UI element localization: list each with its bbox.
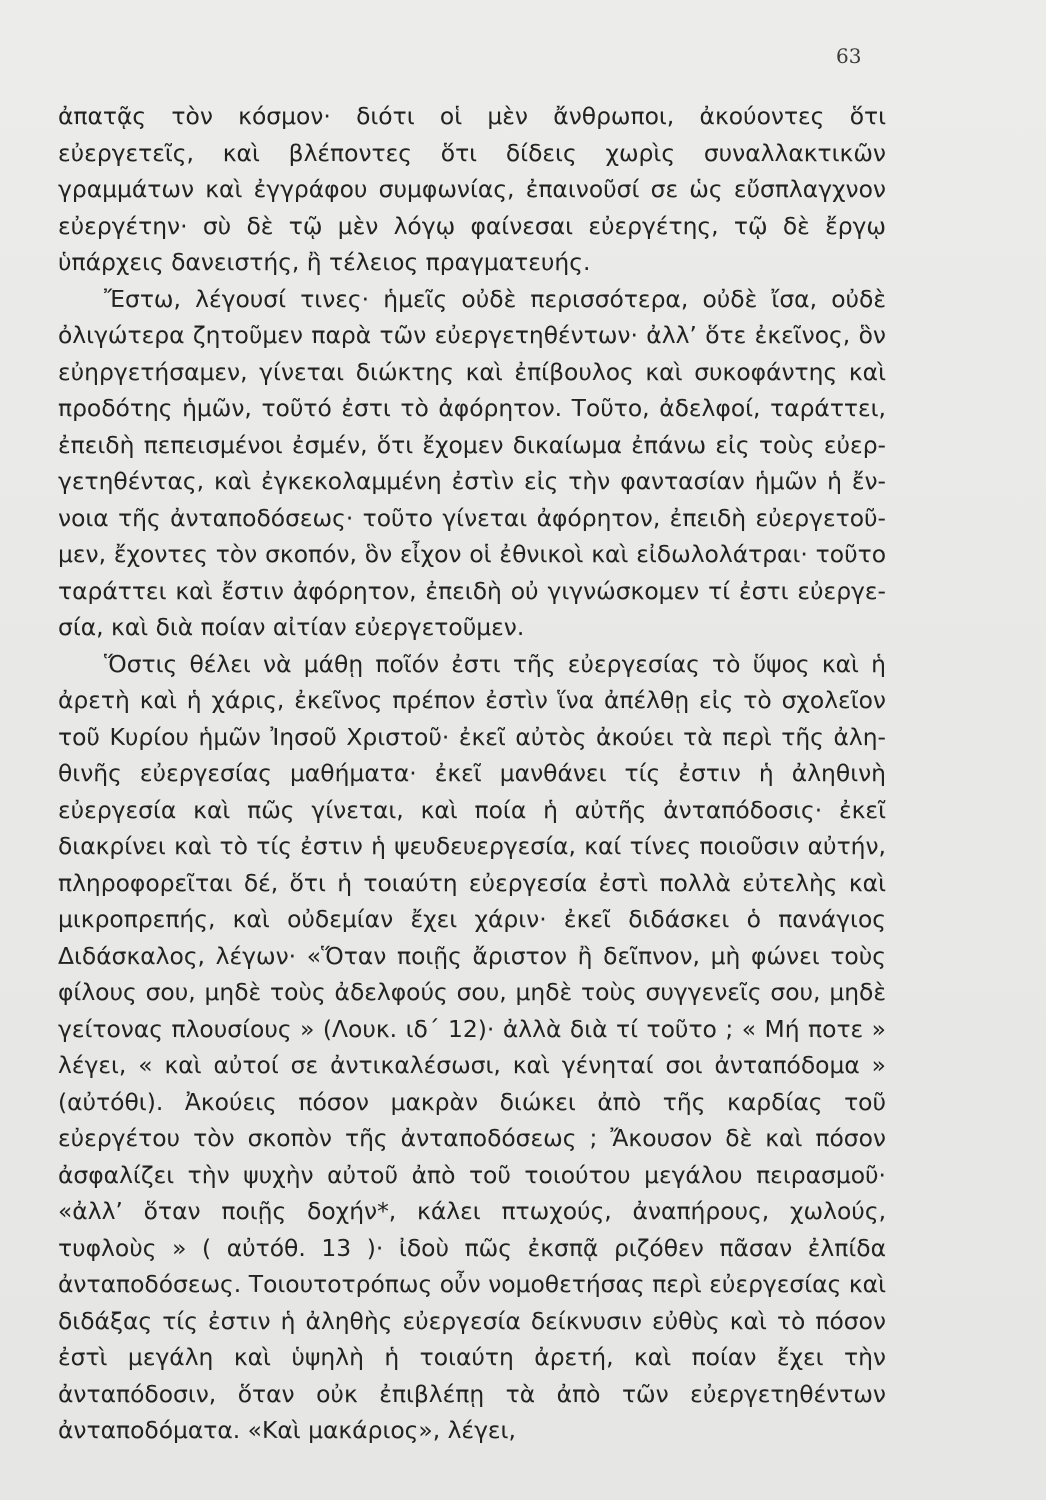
paragraph-3: Ὅστις θέλει νὰ μάθῃ ποῖόν ἐστι τῆς εὐεργεσίας τὸ ὕψος καὶ ἡ ἀρετὴ καὶ ἡ χάρις, ἐκεῖνος πρέπον ἐστὶν ἵνα ἀπέλθῃ εἰς τὸ σχολεῖον τοῦ Κυρίου ἡμῶν Ἰησοῦ Χριστοῦ· ἐκεῖ αὐτὸς ἀκούει τὰ περὶ τῆς ἀληθινῆς εὐεργεσίας μαθήματα· ἐκεῖ μανθάνει τίς ἐστιν ἡ ἀληθινὴ εὐεργεσία καὶ πῶς γίνεται, καὶ ποία ἡ αὐτῆς ἀνταπόδοσις· ἐκεῖ διακρίνει καὶ τὸ τίς ἐστιν ἡ ψευδευεργεσία, καί τίνες ποιοῦσιν αὐτήν, πληροφορεῖται δέ, ὅτι ἡ τοιαύτη εὐεργεσία ἐστὶ πολλὰ εὐτελὴς καὶ μικροπρεπής, καὶ οὐδεμίαν ἔχει χάριν· ἐκεῖ διδάσκει ὁ πανάγιος Διδάσκαλος, λέγων· «Ὅταν ποιῇς ἄριστον ἢ δεῖπνον, μὴ φώνει τοὺς φίλους σου, μηδὲ τοὺς ἀδελφούς σου, μηδὲ τοὺς συγγενεῖς σου, μηδὲ γείτονας πλουσίους » (Λουκ. ιδ΄ 12)· ἀλλὰ διὰ τί τοῦτο ; « Μή ποτε » λέγει, « καὶ αὐτοί σε ἀντικαλέσωσι, καὶ γένηταί σοι ἀνταπόδομα » (αὐτόθι). Ἀκούεις πόσον μακρὰν διώκει ἀπὸ τῆς καρδίας τοῦ εὐεργέτου τὸν σκοπὸν τῆς ἀνταποδόσεως ; Ἄκουσον δὲ καὶ πόσον ἀσφαλίζει τὴν ψυχὴν αὐτοῦ ἀπὸ τοῦ τοιούτου μεγάλου πειρασμοῦ· «ἀλλ’ ὅταν ποιῇς δοχήν*, κάλει πτωχούς, ἀναπήρους, χωλούς, τυφλοὺς » ( αὐτόθ. 13 )· ἰδοὺ πῶς ἐκσπᾷ ριζόθεν πᾶσαν ἐλπίδα ἀνταποδόσεως. Τοιουτοτρόπως οὖν νομοθετήσας περὶ εὐεργεσίας καὶ διδάξας τίς ἐστιν ἡ ἀληθὴς εὐεργεσία δείκνυσιν εὐθὺς καὶ τὸ πόσον ἐστὶ μεγάλη καὶ ὑψηλὴ ἡ τοιαύτη ἀρετή, καὶ ποίαν ἔχει τὴν ἀνταπόδοσιν, ὅταν οὐκ ἐπιβλέπῃ τὰ ἀπὸ τῶν εὐεργετηθέντων ἀνταποδόματα. «Καὶ μακάριος», λέγει, bbox=[58, 649, 886, 1444]
page-number: 63 bbox=[836, 44, 862, 68]
paragraph-1: ἀπατᾷς τὸν κόσμον· διότι οἱ μὲν ἄνθρωποι, ἀκούοντες ὅτι εὐεργετεῖς, καὶ βλέποντες ὅτι δίδεις χωρὶς συναλλακτικῶν γραμμάτων καὶ ἐγγράφου συμφωνίας, ἐπαινοῦσί σε ὡς εὔσπλαγχνον εὐεργέτην· σὺ δὲ τῷ μὲν λόγῳ φαίνεσαι εὐεργέτης, τῷ δὲ ἔργῳ ὑπάρχεις δανειστής, ἢ τέλειος πραγματευής. bbox=[58, 102, 886, 276]
paragraph-2: Ἔστω, λέγουσί τινες· ἡμεῖς οὐδὲ περισσότερα, οὐδὲ ἴσα, οὐδὲ ὀλιγώτερα ζητοῦμεν παρὰ τῶν εὐεργετηθέντων· ἀλλ’ ὅτε ἐκεῖνος, ὃν εὐηργετήσαμεν, γίνεται διώκτης καὶ ἐπίβουλος καὶ συκοφάντης καὶ προδότης ἡμῶν, τοῦτό ἐστι τὸ ἀφόρητον. Τοῦτο, ἀδελφοί, ταράττει, ἐπειδὴ πεπεισμένοι ἐσμέν, ὅτι ἔχομεν δικαίωμα ἐπάνω εἰς τοὺς εὐεργετηθέντας, καὶ ἐγκεκολαμμένη ἐστὶν εἰς τὴν φαντασίαν ἡμῶν ἡ ἔννοια τῆς ἀνταποδόσεως· τοῦτο γίνεται ἀφόρητον, ἐπειδὴ εὐεργετοῦμεν, ἔχοντες τὸν σκοπόν, ὃν εἶχον οἱ ἐθνικοὶ καὶ εἰδωλολάτραι· τοῦτο ταράττει καὶ ἔστιν ἀφόρητον, ἐπειδὴ οὐ γιγνώσκομεν τί ἐστι εὐεργεσία, καὶ διὰ ποίαν αἰτίαν εὐεργετοῦμεν. bbox=[58, 284, 886, 641]
body-text bbox=[58, 98, 886, 1449]
